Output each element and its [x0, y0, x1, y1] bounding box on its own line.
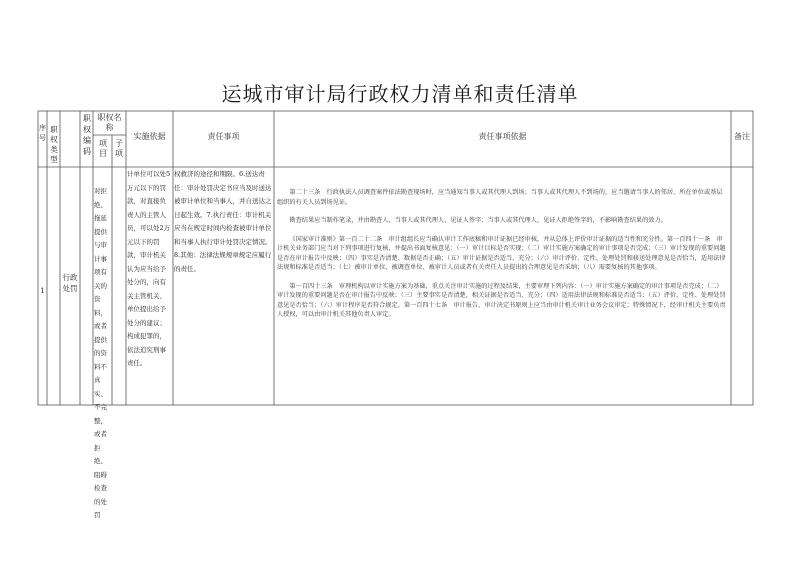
row-power-name: 对拒绝、拖延提供与审计事项有关的资料，或者提供的资料不真实、不完整，或者拒绝、阻碍检查的处罚 [94, 187, 107, 519]
header-remarks [731, 132, 753, 142]
header-power-code-label: 职权编码 [83, 114, 91, 156]
basis-paragraph: 勘查结果应当制作笔录，并由勘查人、当事人或其代理人、见证人签字；当事人或其代理人、见证人拒绝签字的，不影响勘查结果的效力。 [289, 217, 667, 224]
header-sub-item [114, 139, 124, 159]
header-power-name [94, 113, 125, 133]
row-basis: 计单位可以处5万元以下的罚款，对直接负责人的主管人员，可以处2万元以下的罚款，审计机关认为应当给予处分的，向有关主管机关、单位提出给予处分的建议；构成犯罪的，依法追究刑事责任。 [127, 170, 171, 367]
header-responsibility-basis [274, 132, 731, 142]
header-item [97, 139, 109, 159]
row-responsibility: 权救济的途径和期限。6.送达责任：审计处罚决定书应当及时送达被审计单位和当事人，并自送达之日起生效。7.执行责任：审计机关应当在规定时间内检查被审计单位和当事人执行审计处罚决定情况。8.其他：法律法规规章规定应履行的责任。 [174, 170, 272, 273]
header-item-label: 项目 [99, 139, 107, 158]
row-seq: 1 [40, 287, 45, 295]
basis-paragraph: 第一百四十三条 审理机构以审计实施方案为基础，重点关注审计实施的过程及结果，主要审理下列内容：（一）审计实施方案确定的审计事项是否完成；（二）审计发现的重要问题是否在审计报告中反映；（三）主要事实是否清楚，相关证据是否适当、充分；（四）适用法律法规和标准是否适当；（五）评价、定性、处理处罚意见是否恰当；（六）审计程序是否符合规定。第一百四十七条 审计报告、审计决定书原则上应当由审计机关审计业务会议审定；特殊情况下，经审计机关主要负责人授权，可以由审计机关其他负责人审定。 [277, 282, 726, 318]
header-remarks-label: 备注 [734, 132, 750, 141]
basis-paragraph: 《国家审计准则》第一百二十二条 审计组组长应当确认审计工作底稿和审计证据已经审核，并从总体上评价审计证据的适当性和充分性。第一百四十一条 审计机关业务部门应当对下列事项进行复核，并提出书面复核意见：（一）审计目标是否实现；（二）审计实施方案确定的审计事项是否完成；（三）审计发现的重要问题是否在审计报告中反映；（四）事实是否清楚、数据是否正确；（五）审计证据是否适当、充分；（六）审计评价、定性、处理处罚和移送处理意见是否恰当，适用法律法规和标准是否适当；（七）被审计单位、被调查单位、被审计人员或者有关责任人员提出的合理意见是否采纳；（八）需要复核的其他事项。 [277, 235, 726, 271]
basis-paragraph: 第二十三条 行政执法人员调查案件依法勘查现场时，应当通知当事人或其代理人到场；当事人或其代理人不到场的，应当邀请当事人的邻居、所在单位或基层组织的有关人员到场见证。 [277, 189, 723, 206]
header-basis [126, 132, 173, 142]
header-responsibility-label: 责任事项 [207, 132, 240, 141]
header-power-type-label: 职权类型 [50, 125, 58, 164]
header-responsibility-basis-label: 责任事项依据 [478, 132, 527, 141]
header-seq-label: 序号 [39, 124, 46, 142]
row-power-type: 行政处罚 [62, 273, 78, 293]
header-responsibility [173, 132, 274, 142]
document-title: 运城市审计局行政权力清单和责任清单 [221, 82, 579, 106]
header-power-code [82, 113, 92, 157]
header-basis-label: 实施依据 [133, 132, 166, 141]
header-sub-item-label: 子项 [115, 139, 123, 158]
header-power-name-label: 职权名称 [97, 113, 122, 132]
header-power-type [48, 125, 60, 165]
row-responsibility-basis [277, 188, 728, 398]
header-seq [38, 123, 47, 143]
